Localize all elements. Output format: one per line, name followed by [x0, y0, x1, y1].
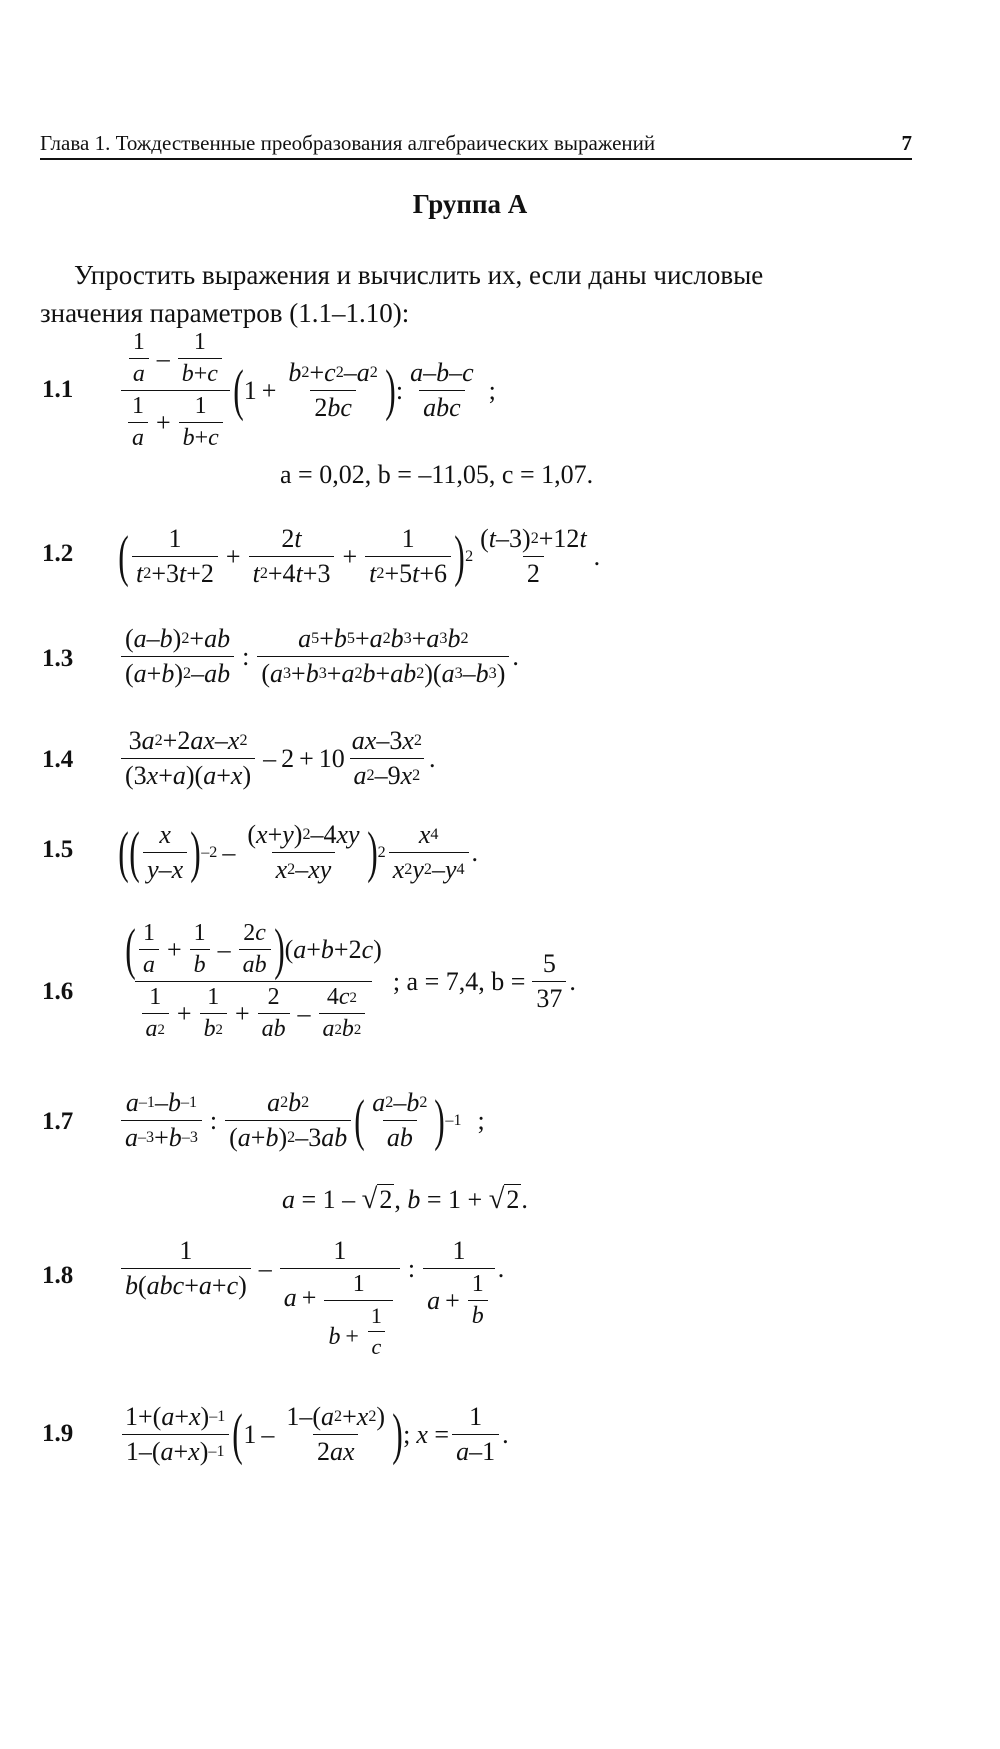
formula-1-2: ( 1 t 2 +3 t +2 + 2 t t 2 +4 t +3 + 1 t 2 +5 t +6 ) 2 ( t –3) 2 +12 t 2 . [118, 524, 601, 588]
running-head [40, 128, 912, 160]
problem-number: 1.4 [42, 746, 74, 773]
intro-line-2: значения параметров (1.1–1.10): [40, 298, 410, 328]
formula-1-7: a –1 – b –1 a –3 + b –3 : a 2 b 2 ( a + b ) 2 –3 ab ( a 2 – b 2 ab ) –1 ; [118, 1088, 485, 1153]
problem-number: 1.1 [42, 376, 74, 403]
problem-number: 1.3 [42, 645, 74, 672]
condition-1-7: a = 1 – √ 2 , b = 1 + √ 2 . [282, 1184, 528, 1215]
formula-1-5: ( ( x y – x ) –2 – ( x + y ) 2 –4 xy x 2 – xy ) 2 x 4 x 2 y 2 – y 4 . [118, 820, 479, 884]
formula-1-6: ( $\frac{1}{a}$ + $\frac{1}{b}$ – 2 c ab ) ( a + b +2 c ) 1 a 2 + 1 b 2 + $\frac{2}{ab}$ – 4 c 2 a 2 b 2 ; a = 7,4, b = $\frac{5}{37}$ . [125, 917, 576, 1042]
formula-1-1: $\frac{1}{a}$ – 1 b + c $\frac{1}{a}$ + 1 b + c ( 1 + b 2 + c 2 – a 2 2 bc ) : a – b – c abc ; [118, 326, 496, 452]
group-title: Группа А [412, 189, 528, 219]
formula-1-9: 1+( a + x ) –1 1–( a + x ) –1 ( 1 – 1–( a 2 + x 2 ) 2 ax ) ; x = 1 a –1 . [118, 1402, 509, 1467]
condition-1-6: ; a = 7,4, b = [392, 966, 526, 996]
formula-1-4: 3 a 2 +2 ax – x 2 (3 x + a )( a + x ) – 2 + 10 ax –3 x 2 a 2 –9 x 2 . [118, 726, 435, 791]
formula-1-3: ( a – b ) 2 + ab ( a + b ) 2 – ab : a 5 + b 5 + a 2 b 3 + a 3 b 2 ( a 3 + b 3 + a 2 b + ab 2 )( a 3 – b 3 ) . [118, 624, 519, 689]
formula-1-8: 1 b ( abc + a + c ) – 1 a + 1 b + $\frac{1}{c}$ : 1 a + $\frac{1}{b}$ . [118, 1236, 504, 1360]
problem-number: 1.7 [42, 1108, 74, 1135]
chapter-title: Глава 1. Тождественные преобразования алгебраических выражений [40, 131, 656, 155]
problem-number: 1.2 [42, 540, 74, 567]
problem-number: 1.5 [42, 836, 74, 863]
intro-line-1: Упростить выражения и вычислить их, если даны числовые [74, 260, 764, 290]
page-number: 7 [901, 131, 912, 155]
problem-number: 1.8 [42, 1262, 74, 1289]
problem-number: 1.9 [42, 1420, 74, 1447]
intro-text [40, 256, 920, 332]
problem-number: 1.6 [42, 978, 74, 1005]
condition-1-1: a = 0,02, b = –11,05, c = 1,07. [280, 460, 594, 489]
